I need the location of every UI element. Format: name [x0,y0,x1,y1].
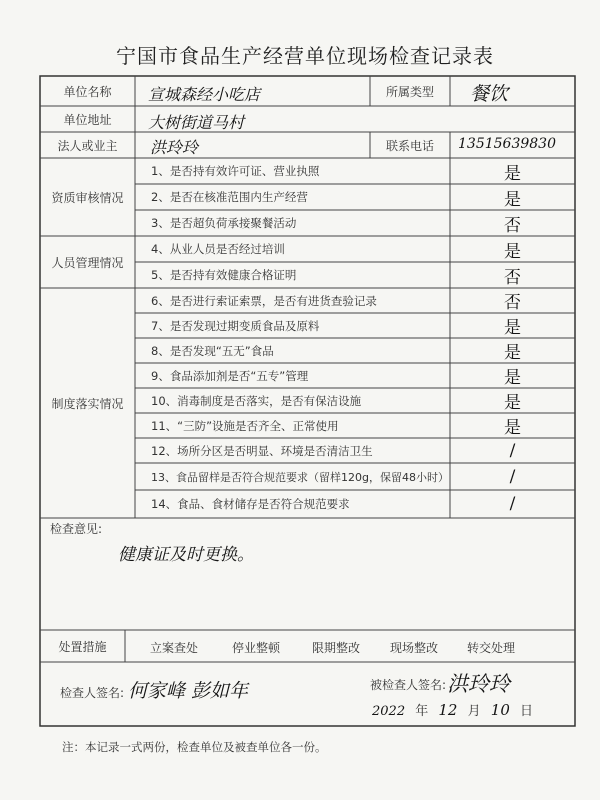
check-item: 8、是否发现“五无”食品 [151,343,274,358]
check-answer: 是 [504,343,521,363]
check-answer: 否 [504,267,521,288]
inspected-signature: 洪玲玲 [447,672,510,696]
date-year: 2022 [372,704,406,719]
value-phone: 13515639830 [458,136,556,152]
check-item: 12、场所分区是否明显、环境是否清洁卫生 [151,443,373,458]
inspected-label: 被检查人签名: [370,678,447,692]
date-month: 12 [438,701,458,719]
section-system: 制度落实情况 [51,396,124,411]
check-item: 4、从业人员是否经过培训 [151,242,285,256]
date-day: 10 [490,701,510,719]
section-qualification: 资质审核情况 [51,190,124,205]
measure-option: 停业整顿 [232,641,281,655]
section-personnel: 人员管理情况 [51,255,124,270]
form-title: 宁国市食品生产经营单位现场检查记录表 [116,44,494,68]
check-answer: 是 [504,368,521,388]
check-item: 10、消毒制度是否落实，是否有保洁设施 [151,393,362,408]
inspection-date [372,700,533,719]
check-answer: 是 [504,189,521,210]
check-answer: 是 [504,393,521,413]
check-item: 7、是否发现过期变质食品及原料 [151,318,320,333]
check-item: 13、食品留样是否符合规范要求（留样120g，保留48小时） [151,470,449,484]
measure-option: 限期整改 [312,641,361,655]
measure-option: 现场整改 [390,641,439,655]
opinion-label: 检查意见: [50,522,103,536]
check-answer: 是 [504,318,521,338]
check-item: 11、“三防”设施是否齐全、正常使用 [151,418,339,433]
check-answer: 是 [504,163,521,184]
label-phone: 联系电话 [385,138,434,153]
inspector-signature: 何家峰 彭如年 [128,680,249,702]
label-legal-person: 法人或业主 [57,138,118,153]
check-answer: / [509,440,516,461]
inspector-label: 检查人签名: [60,686,125,700]
label-address: 单位地址 [63,112,112,127]
measure-option: 转交处理 [467,641,516,655]
check-item: 14、食品、食材储存是否符合规范要求 [151,497,350,511]
measure-option: 立案查处 [150,641,199,655]
check-item: 9、食品添加剂是否“五专”管理 [151,368,309,383]
value-legal-person: 洪玲玲 [150,138,199,157]
label-unit-name: 单位名称 [63,84,112,99]
footnote: 注：本记录一式两份，检查单位及被查单位各一份。 [62,740,327,754]
check-item: 3、是否超负荷承接聚餐活动 [151,216,297,230]
value-type: 餐饮 [470,83,509,105]
check-answer: 是 [504,418,521,438]
check-answer: 否 [504,215,521,236]
opinion-text: 健康证及时更换。 [118,545,254,565]
year-unit: 年 [415,704,429,719]
value-address: 大树街道马村 [148,113,245,132]
label-type: 所属类型 [385,84,434,99]
check-item: 6、是否进行索证索票，是否有进货查验记录 [151,293,377,308]
check-item: 5、是否持有效健康合格证明 [151,268,297,282]
month-unit: 月 [467,704,481,719]
measures-label: 处置措施 [58,639,107,654]
check-item: 1、是否持有效许可证、营业执照 [151,164,320,178]
check-answer: 是 [504,241,521,262]
check-item: 2、是否在核准范围内生产经营 [151,190,308,204]
check-answer: / [509,466,516,487]
check-answer: / [509,494,516,514]
check-answer: 否 [504,293,521,313]
day-unit: 日 [520,704,534,719]
value-unit-name: 宣城森经小吃店 [148,85,261,104]
